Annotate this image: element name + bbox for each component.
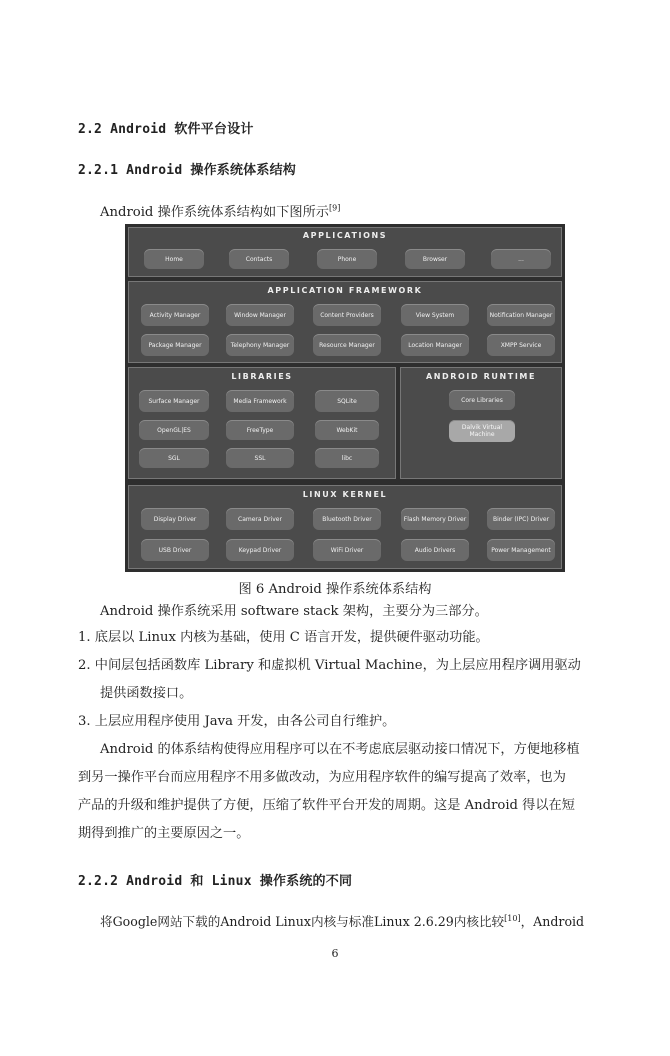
kn-keypad-driver: Keypad Driver	[226, 539, 294, 561]
kernel-title: LINUX KERNEL	[302, 490, 388, 499]
runtime-layer	[400, 367, 562, 479]
kn-camera-driver: Camera Driver	[226, 508, 294, 530]
fw-notification-manager: Notification Manager	[487, 304, 555, 326]
lib-freetype: FreeType	[226, 420, 294, 440]
lib-ssl: SSL	[226, 448, 294, 468]
lib-sgl: SGL	[139, 448, 209, 468]
fw-location-manager: Location Manager	[401, 334, 469, 356]
framework-layer	[128, 281, 562, 363]
applications-layer	[128, 227, 562, 277]
intro-text: Android 操作系统体系结构如下图所示[9]	[100, 203, 341, 220]
paragraph-2-line-1: Android 的体系结构使得应用程序可以在不考虑底层驱动接口情况下，方便地移植	[100, 742, 580, 757]
lib-opengl-es: OpenGL|ES	[139, 420, 209, 440]
rt-dalvik-vm: Dalvik Virtual Machine	[449, 420, 515, 442]
heading-2-2-2: 2.2.2 Android 和 Linux 操作系统的不同	[78, 874, 353, 889]
lib-webkit: WebKit	[315, 420, 379, 440]
heading-2-2: 2.2 Android 软件平台设计	[78, 122, 254, 137]
lib-media-framework: Media Framework	[226, 390, 294, 412]
paragraph-1: Android 操作系统采用 software stack 架构，主要分为三部分。	[100, 604, 488, 619]
figure-caption: 图 6 Android 操作系统体系结构	[238, 582, 432, 597]
citation-ref-10: [10]	[504, 914, 521, 923]
lib-surface-manager: Surface Manager	[139, 390, 209, 412]
app-browser: Browser	[405, 249, 465, 269]
list-item-2-cont: 提供函数接口。	[100, 686, 193, 701]
fw-view-system: View System	[401, 304, 469, 326]
list-item-2: 2. 中间层包括函数库 Library 和虚拟机 Virtual Machine，为上层应用程序调用驱动	[78, 658, 581, 673]
kn-bluetooth-driver: Bluetooth Driver	[313, 508, 381, 530]
libraries-layer	[128, 367, 396, 479]
app-home: Home	[144, 249, 204, 269]
fw-content-providers: Content Providers	[313, 304, 381, 326]
kn-display-driver: Display Driver	[141, 508, 209, 530]
applications-title: APPLICATIONS	[302, 231, 388, 240]
fw-resource-manager: Resource Manager	[313, 334, 381, 356]
fw-activity-manager: Activity Manager	[141, 304, 209, 326]
kn-binder-driver: Binder (IPC) Driver	[487, 508, 555, 530]
rt-core-libraries: Core Libraries	[449, 390, 515, 410]
app-contacts: Contacts	[229, 249, 289, 269]
kn-wifi-driver: WiFi Driver	[313, 539, 381, 561]
android-architecture-diagram	[125, 224, 565, 572]
lib-libc: libc	[315, 448, 379, 468]
list-item-1: 1. 底层以 Linux 内核为基础，使用 C 语言开发，提供硬件驱动功能。	[78, 630, 489, 645]
kn-flash-memory-driver: Flash Memory Driver	[401, 508, 469, 530]
paragraph-2-line-3: 产品的升级和维护提供了方便，压缩了软件平台开发的周期。这是 Android 得以在短	[78, 798, 575, 813]
app-phone: Phone	[317, 249, 377, 269]
kn-audio-drivers: Audio Drivers	[401, 539, 469, 561]
heading-2-2-1: 2.2.1 Android 操作系统体系结构	[78, 163, 296, 178]
fw-package-manager: Package Manager	[141, 334, 209, 356]
framework-title: APPLICATION FRAMEWORK	[267, 286, 423, 295]
kn-power-management: Power Management	[487, 539, 555, 561]
page-number: 6	[331, 947, 339, 960]
lib-sqlite: SQLite	[315, 390, 379, 412]
paragraph-2-line-4: 期得到推广的主要原因之一。	[78, 826, 250, 841]
list-item-3: 3. 上层应用程序使用 Java 开发，由各公司自行维护。	[78, 714, 396, 729]
citation-ref: [9]	[329, 203, 341, 213]
fw-xmpp-service: XMPP Service	[487, 334, 555, 356]
fw-window-manager: Window Manager	[226, 304, 294, 326]
fw-telephony-manager: Telephony Manager	[226, 334, 294, 356]
runtime-title: ANDROID RUNTIME	[425, 372, 537, 381]
kernel-layer	[128, 485, 562, 569]
kn-usb-driver: USB Driver	[141, 539, 209, 561]
app-more: ...	[491, 249, 551, 269]
section2-line-1: 将Google网站下载的Android Linux内核与标准Linux 2.6.29内核比较[10]，Android	[100, 914, 585, 930]
paragraph-2-line-2: 到另一操作平台而应用程序不用多做改动，为应用程序软件的编写提高了效率，也为	[78, 770, 566, 785]
libraries-title: LIBRARIES	[231, 372, 293, 381]
